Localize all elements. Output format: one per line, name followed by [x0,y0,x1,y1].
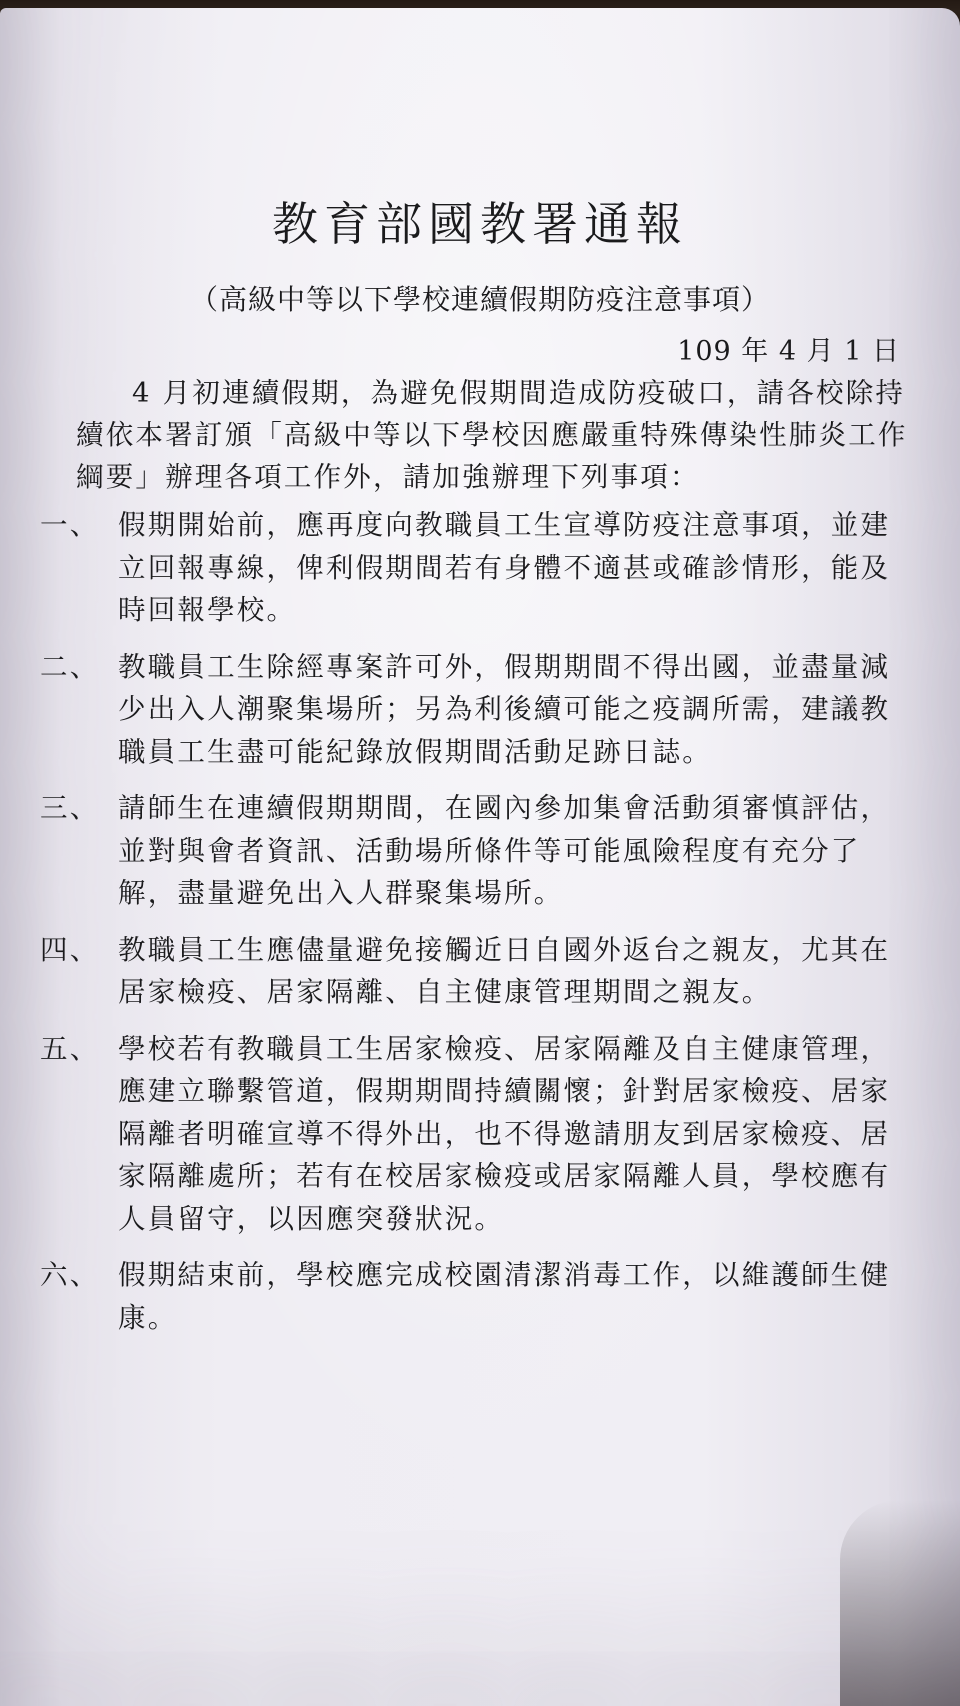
item-text [118,1028,920,1241]
item-line: 並對與會者資訊、活動場所條件等可能風險程度有充分了 [118,834,861,867]
document-date: 109 年 4 月 1 日 [677,336,900,367]
paper-sheet [0,8,960,1706]
item-line: 康。 [118,1301,178,1334]
item-line: 假期結束前，學校應完成校園清潔消毒工作，以維護師生健 [118,1259,891,1291]
item-line: 解，盡量避免出入人群聚集場所。 [118,877,564,909]
intro-line: 綱要」辦理各項工作外，請加強辦理下列事項： [76,461,700,493]
intro-paragraph [76,372,916,498]
item-number: 六、 [40,1259,100,1291]
item-line: 職員工生盡可能紀錄放假期間活動足跡日誌。 [118,735,712,768]
item-text [118,1254,920,1339]
item-line: 隔離者明確宣導不得外出，也不得邀請朋友到居家檢疫、居 [118,1117,891,1150]
notice-item-2 [40,646,920,774]
item-number: 一、 [40,509,100,541]
item-line: 人員留守，以因應突發狀況。 [118,1202,505,1235]
notice-item-6 [40,1254,920,1339]
item-line: 立回報專線，俾利假期間若有身體不適甚或確診情形，能及 [118,551,891,584]
item-line: 教職員工生除經專案許可外，假期期間不得出國，並盡量減 [118,650,891,683]
notice-item-4 [40,929,920,1014]
document-subtitle: （高級中等以下學校連續假期防疫注意事項） [189,283,770,316]
item-text [118,504,920,632]
item-line: 假期開始前，應再度向教職員工生宣導防疫注意事項，並建 [118,509,891,541]
item-number: 四、 [40,933,100,966]
item-number: 三、 [40,792,100,824]
item-text [118,787,920,915]
item-number: 二、 [40,650,100,683]
corner-shadow [840,1500,960,1706]
document-title: 教育部國教署通報 [272,197,688,251]
item-line: 教職員工生應儘量避免接觸近日自國外返台之親友，尤其在 [118,933,891,966]
intro-line: 續依本署訂頒「高級中等以下學校因應嚴重特殊傳染性肺炎工作 [76,419,908,451]
item-number: 五、 [40,1032,100,1065]
notice-items [40,504,920,1353]
notice-item-1 [40,504,920,632]
item-line: 請師生在連續假期期間，在國內參加集會活動須審慎評估， [118,792,891,824]
item-text [118,929,920,1014]
intro-line: 4 月初連續假期，為避免假期間造成防疫破口，請各校除持 [132,377,906,409]
notice-item-3 [40,787,920,915]
item-text [118,646,920,774]
item-line: 少出入人潮聚集場所；另為利後續可能之疫調所需，建議教 [118,693,891,725]
item-line: 時回報學校。 [118,594,297,626]
item-line: 學校若有教職員工生居家檢疫、居家隔離及自主健康管理， [118,1032,891,1065]
item-line: 應建立聯繫管道，假期期間持續關懷；針對居家檢疫、居家 [118,1075,891,1107]
item-line: 居家檢疫、居家隔離、自主健康管理期間之親友。 [118,976,772,1008]
item-line: 家隔離處所；若有在校居家檢疫或居家隔離人員，學校應有 [118,1160,891,1192]
notice-item-5 [40,1028,920,1241]
